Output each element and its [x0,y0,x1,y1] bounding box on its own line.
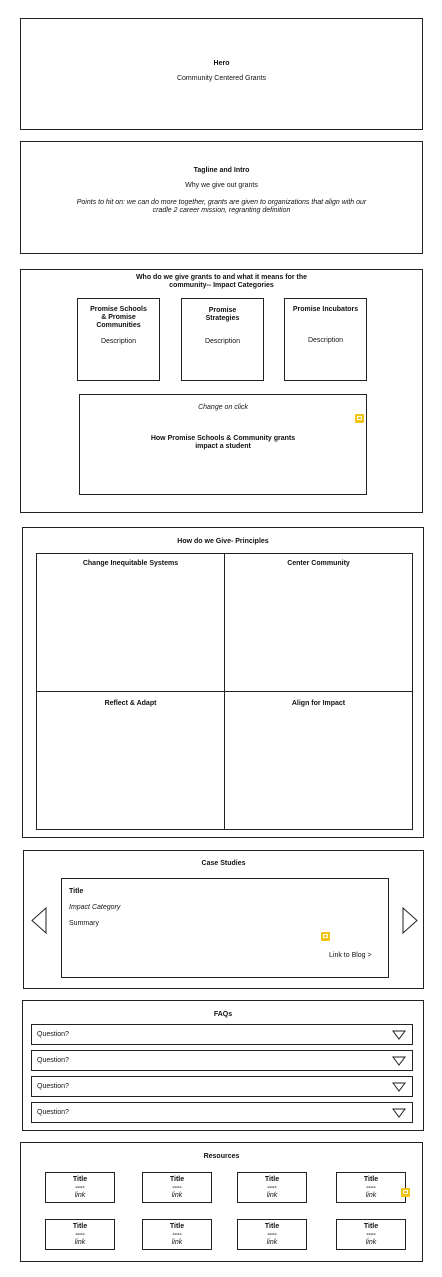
impact-category-card-promise-incubators[interactable] [284,298,367,381]
case-study-category: Impact Category [69,904,121,911]
resource-title: Title [169,1223,185,1230]
triangle-down-icon[interactable] [392,1082,406,1092]
triangle-down-icon[interactable] [392,1030,406,1040]
category-name-line: Strategies [205,315,240,322]
case-studies-section [23,850,424,989]
resource-title: Title [264,1223,280,1230]
impact-detail-hint: Change on click [198,404,248,411]
resource-title: Title [72,1223,88,1230]
resource-link[interactable]: link [266,1192,278,1199]
case-studies-title: Case Studies [201,860,246,867]
category-description: Description [100,338,136,345]
triangle-down-icon[interactable] [392,1056,406,1066]
resource-title: Title [363,1223,379,1230]
impact-category-card-promise-strategies[interactable] [181,298,264,381]
resource-card[interactable] [336,1172,406,1203]
principle-label: Change Inequitable Systems [82,560,179,567]
resource-divider: ---- [172,1184,182,1191]
comment-note-icon[interactable] [355,414,364,423]
chevron-left-icon[interactable] [31,907,47,934]
resource-link[interactable]: link [365,1239,377,1246]
category-name-line: Promise Incubators [292,306,359,313]
hero-title: Hero [213,60,230,67]
category-description: Description [204,338,240,345]
hero-subtitle: Community Centered Grants [176,75,267,82]
principle-label: Center Community [287,560,350,567]
hero-section [20,18,423,130]
faq-item[interactable] [31,1102,413,1123]
resource-title: Title [169,1176,185,1183]
principles-title: How do we Give- Principles [177,538,269,545]
resource-link[interactable]: link [365,1192,377,1199]
impact-detail-line-2: impact a student [195,443,251,450]
resource-divider: ---- [75,1231,85,1238]
principle-label: Align for Impact [291,700,346,707]
resource-card[interactable] [142,1219,212,1250]
resources-title: Resources [203,1153,240,1160]
category-name-line: & Promise [101,314,136,321]
resource-title: Title [264,1176,280,1183]
case-study-title: Title [69,888,84,895]
resource-link[interactable]: link [171,1192,183,1199]
faqs-title: FAQs [213,1011,233,1018]
resource-divider: ---- [267,1231,277,1238]
principle-reflect-adapt[interactable] [36,691,225,830]
triangle-down-icon[interactable] [392,1108,406,1118]
category-name-line: Promise Schools [90,306,147,313]
case-study-blog-link[interactable]: Link to Blog > [329,952,372,959]
resource-card[interactable] [237,1219,307,1250]
impact-title-line-2: community-- Impact Categories [169,282,274,289]
category-description: Description [307,337,343,344]
category-name-line: Communities [96,322,141,329]
resource-divider: ---- [366,1231,376,1238]
faq-question: Question? [37,1109,69,1116]
resource-divider: ---- [75,1184,85,1191]
resources-section [20,1142,423,1262]
impact-detail-line-1: How Promise Schools & Community grants [150,435,296,442]
principle-label: Reflect & Adapt [104,700,157,707]
faq-item[interactable] [31,1024,413,1045]
comment-note-icon[interactable] [321,932,330,941]
tagline-note-line-1: Points to hit on: we can do more together, grants are given to organizations that align with our [76,199,367,206]
resource-divider: ---- [366,1184,376,1191]
resource-link[interactable]: link [266,1239,278,1246]
faq-item[interactable] [31,1076,413,1097]
faq-question: Question? [37,1031,69,1038]
faq-question: Question? [37,1057,69,1064]
tagline-section [20,141,423,254]
principles-section [22,527,424,838]
resource-card[interactable] [45,1219,115,1250]
resource-card[interactable] [45,1172,115,1203]
resource-link[interactable]: link [74,1192,86,1199]
resource-card[interactable] [336,1219,406,1250]
resource-title: Title [72,1176,88,1183]
resource-title: Title [363,1176,379,1183]
resource-divider: ---- [267,1184,277,1191]
comment-note-icon[interactable] [401,1188,410,1197]
resource-card[interactable] [237,1172,307,1203]
impact-category-card-promise-schools[interactable] [77,298,160,381]
tagline-subtitle: Why we give out grants [185,182,258,189]
chevron-right-icon[interactable] [402,907,418,934]
faqs-section [22,1000,424,1131]
tagline-note-line-2: cradle 2 career mission, regranting definition [152,207,291,214]
resource-link[interactable]: link [171,1239,183,1246]
principle-change-inequitable-systems[interactable] [36,553,225,692]
impact-detail-panel[interactable] [79,394,367,495]
faq-item[interactable] [31,1050,413,1071]
case-study-card[interactable] [61,878,389,978]
resource-link[interactable]: link [74,1239,86,1246]
resource-divider: ---- [172,1231,182,1238]
faq-question: Question? [37,1083,69,1090]
tagline-title: Tagline and Intro [193,167,250,174]
impact-title-line-1: Who do we give grants to and what it means for the [135,274,308,281]
resource-card[interactable] [142,1172,212,1203]
principle-align-for-impact[interactable] [224,691,413,830]
case-study-summary: Summary [69,920,99,927]
category-name-line: Promise [208,307,237,314]
principle-center-community[interactable] [224,553,413,692]
impact-categories-section [20,269,423,513]
